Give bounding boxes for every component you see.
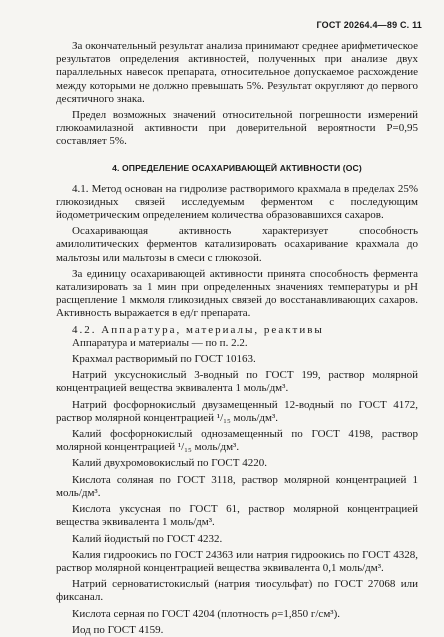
list-item: Натрий серноватистокислый (натрия тиосульфат) по ГОСТ 27068 или фиксанал. xyxy=(56,578,418,604)
paragraph-error-limit: Предел возможных значений относительной погрешности измерений глюкоамилазной активности при доверительной вероятности P=0,95 составляет 5%. xyxy=(56,109,418,148)
paragraph-final-result: За окончательный результат анализа принимают среднее арифметическое результатов определения активностей, полученных при анализе двух параллельных навесок препарата, относительное допускаемое расхождение между которыми не должно превышать 5%. Результат округляют до первого десятичного знака. xyxy=(56,40,418,105)
list-item: Калий йодистый по ГОСТ 4232. xyxy=(72,532,223,545)
paragraph-activity-unit: За единицу осахаривающей активности принята способность фермента катализировать за 1 мин при определенных значениях температуры и pH расщепление 1 мкмоля гликозидных связей до восстанавливающих сахаров. Активность выражается в ед/г препарата. xyxy=(56,267,418,320)
list-item: Калий двухромовокислый по ГОСТ 4220. xyxy=(72,457,267,470)
page-header: ГОСТ 20264.4—89 С. 11 xyxy=(316,20,422,30)
document-body xyxy=(56,40,418,637)
list-item: Калий фосфорнокислый однозамещенный по ГОСТ 4198, раствор молярной концентрацией ¹/₁₅ моль/дм³. xyxy=(56,428,418,454)
paragraph-method: 4.1. Метод основан на гидролизе растворимого крахмала в пределах 25% глюкозидных связей исследуемым ферментом с последующим йодометрическим определением количества образовавшихся сахаров. xyxy=(56,182,418,222)
list-item: Иод по ГОСТ 4159. xyxy=(72,623,164,636)
paragraph-activity-definition: Осахаривающая активность характеризует способность амилолитических ферментов катализировать осахаривание крахмала до мальтозы или мальтозы в смеси с глюкозой. xyxy=(56,225,418,264)
subsection-title: 4.2. Аппаратура, материалы, реактивы xyxy=(72,323,324,336)
list-item: Натрий фосфорнокислый двузамещенный 12-водный по ГОСТ 4172, раствор молярной концентрацией ¹/₁₅ моль/дм³. xyxy=(56,398,418,424)
list-item: Кислота соляная по ГОСТ 3118, раствор молярной концентрацией 1 моль/дм³. xyxy=(56,473,418,499)
list-item: Калия гидроокись по ГОСТ 24363 или натрия гидроокись по ГОСТ 4328, раствор молярной концентрацией вещества эквивалента 0,1 моль/дм³. xyxy=(56,548,418,574)
list-item: Натрий уксуснокислый 3-водный по ГОСТ 199, раствор молярной концентрацией вещества эквивалента 1 моль/дм³. xyxy=(56,369,418,395)
section-title: 4. ОПРЕДЕЛЕНИЕ ОСАХАРИВАЮЩЕЙ АКТИВНОСТИ (ОС) xyxy=(112,162,362,173)
list-item: Крахмал растворимый по ГОСТ 10163. xyxy=(72,353,256,366)
list-item: Аппаратура и материалы — по п. 2.2. xyxy=(72,336,248,349)
list-item: Кислота уксусная по ГОСТ 61, раствор молярной концентрацией вещества эквивалента 1 моль/дм³. xyxy=(56,503,418,529)
list-item: Кислота серная по ГОСТ 4204 (плотность ρ=1,850 г/см³). xyxy=(72,607,340,620)
